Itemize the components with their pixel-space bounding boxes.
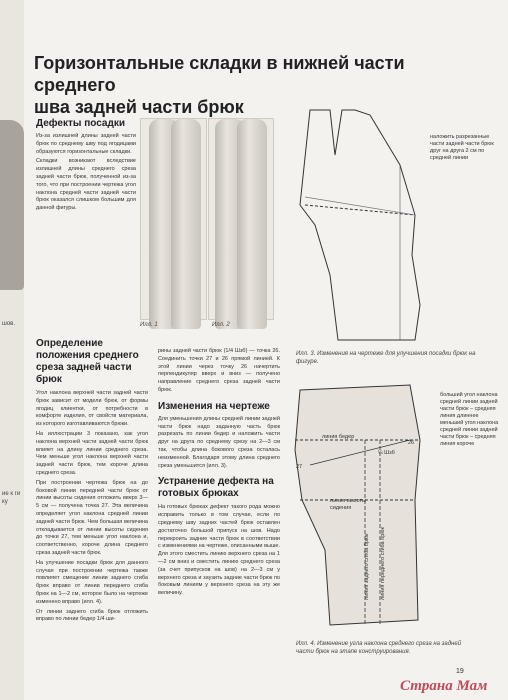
section-position-para-2: На иллюстрации 3 показано, как угол наклона верхней части задней части брюк влияет на длину линии среднего среза. Чем меньше угол наклона верхней части задней части брюк, тем короче длина среднего среза. <box>36 430 148 476</box>
middle-column <box>158 348 280 598</box>
site-logo: Страна Мам <box>400 678 488 694</box>
figure-4-label-quarter: ¼ Шзб <box>378 450 395 456</box>
section-defects-heading: Дефекты посадки <box>36 118 125 129</box>
page-number: 19 <box>456 668 464 675</box>
figure-4-label-seat: линия высоты сидения <box>330 498 366 511</box>
section-fix-heading: Устранение дефекта на готовых брюках <box>158 476 274 500</box>
figure-2-trousers <box>208 118 274 320</box>
title-line-2: шва задней части брюк <box>34 97 244 117</box>
section-position-para-1: Угол наклона верхней части задней части брюк зависит от модели брюк, от формы ягодиц клиентки, от потребности в комфорте изделия, от свойств материала, из которого изготавливаются брюки. <box>36 390 148 428</box>
section-defects-para-1: Из-за излишней длины задней части брюк по среднему шву под ягодицами образуются горизонтальные складки. <box>36 133 136 155</box>
figure-1-trousers <box>140 118 207 320</box>
strip-text-mid: шов. <box>2 321 16 327</box>
figure-4-label-hip: линия бедер <box>322 434 355 440</box>
section-changes-para-1: Для уменьшения длины средней линии задней части брюк надо заданную часть брюк разрезать по линии бедер и наложить части друг на друга по среднему срезу на 2—3 см так, чтобы длина бокового среза осталась неизменной. Благодаря этому длина среднего среза уменьшится (илл. 3). <box>158 415 280 469</box>
figure-1-caption: Илл. 1 <box>140 322 158 328</box>
figure-3-note: наложить разрезанные части задней части брюк друг на друга 2 см по средней линии <box>430 134 494 161</box>
title-line-1: Горизонтальные складки в нижней части среднего <box>34 53 405 95</box>
middle-column-top-text: рины задней части брюк (1/4 Шзб) — точка 26. Соединить точки 27 и 26 прямой линией. К этой линии через точку 26 начертить перпендикуляр вверх и вниз — получено направление среднего среза задней части брюк. <box>158 348 280 393</box>
figure-4-note-1: больший угол наклона средней линии задней части брюк – средняя линия длиннее <box>440 392 498 419</box>
figure-4-note-2: меньший угол наклона средней линии задней части брюк – средняя линия короче <box>440 420 499 447</box>
strip-text-bottom: ие к ги ку <box>2 491 21 505</box>
section-position <box>36 338 148 624</box>
section-defects <box>36 118 136 213</box>
section-changes-heading: Изменения на чертеже <box>158 400 270 412</box>
figure-4-label-front-fold: линия переднего сгиба брюк <box>380 527 386 600</box>
figure-4-label-27: 27 <box>296 464 303 470</box>
figure-4-label-back-fold: линия заднего сгиба брюк <box>364 533 370 600</box>
figure-2-caption: Илл. 2 <box>212 322 230 328</box>
section-fix-para-1: На готовых брюках дефект такого рода можно исправить только в том случае, если по среднему шву задних частей брюк оставлен достаточно большой припуск на шов. Надо перекроить задние части брюк в соответствии с изменениями на чертеже, описанными выше. Для этого сместить линию верхнего среза на 1—2 см вниз и сместить линию среднего среза (за счет припусков на шов) на 2—3 см у верхнего среза и заузить задние части брюк по боковым линиям у верхнего среза на эту же величину. <box>158 504 280 597</box>
section-position-para-5: От линии заднего сгиба брюк отложить вправо по линии бедер 1/4 ши- <box>36 608 148 623</box>
figure-3-caption: Илл. 3. Изменения на чертеже для улучшения посадки брюк на фигуре. <box>296 351 476 365</box>
previous-page-strip <box>0 0 24 700</box>
section-position-heading: Определение положения среднего среза задней части брюк <box>36 338 139 385</box>
strip-figure <box>0 120 24 290</box>
section-defects-para-2: Складки возникают вследствие излишней длины среднего среза задней части брюк, полученной из-за того, что при построении чертежа угол наклона средней части задней части брюк оказался слишком большим для данной фигуры. <box>36 158 136 212</box>
section-position-para-4: На улучшение посадки брюк для данного случая при построении чертежа также повлияет смещение линии заднего сгиба брюк вправо от линии переднего сгиба брюк на 1—2 см, которое было на чертеже изменено вправо (илл. 4). <box>36 559 148 605</box>
section-position-para-3: При построении чертежа брюк на до боковой линии передней части брюк от линии высоты сидения отложить вверх 3—5 см — получена точка 27. Эта величина определяет угол наклона средней линии задней части брюк. Чем большая величина откладывается от линии высоты сидения до точки 27, тем меньше угол наклона и, соответственно, короче длина среднего среза задней части брюк. <box>36 479 148 556</box>
figure-4-label-26: 26 <box>408 440 415 446</box>
figure-4-caption: Илл. 4. Изменение угла наклона среднего среза на задней части брюк на этапе конструирования. <box>296 641 462 655</box>
